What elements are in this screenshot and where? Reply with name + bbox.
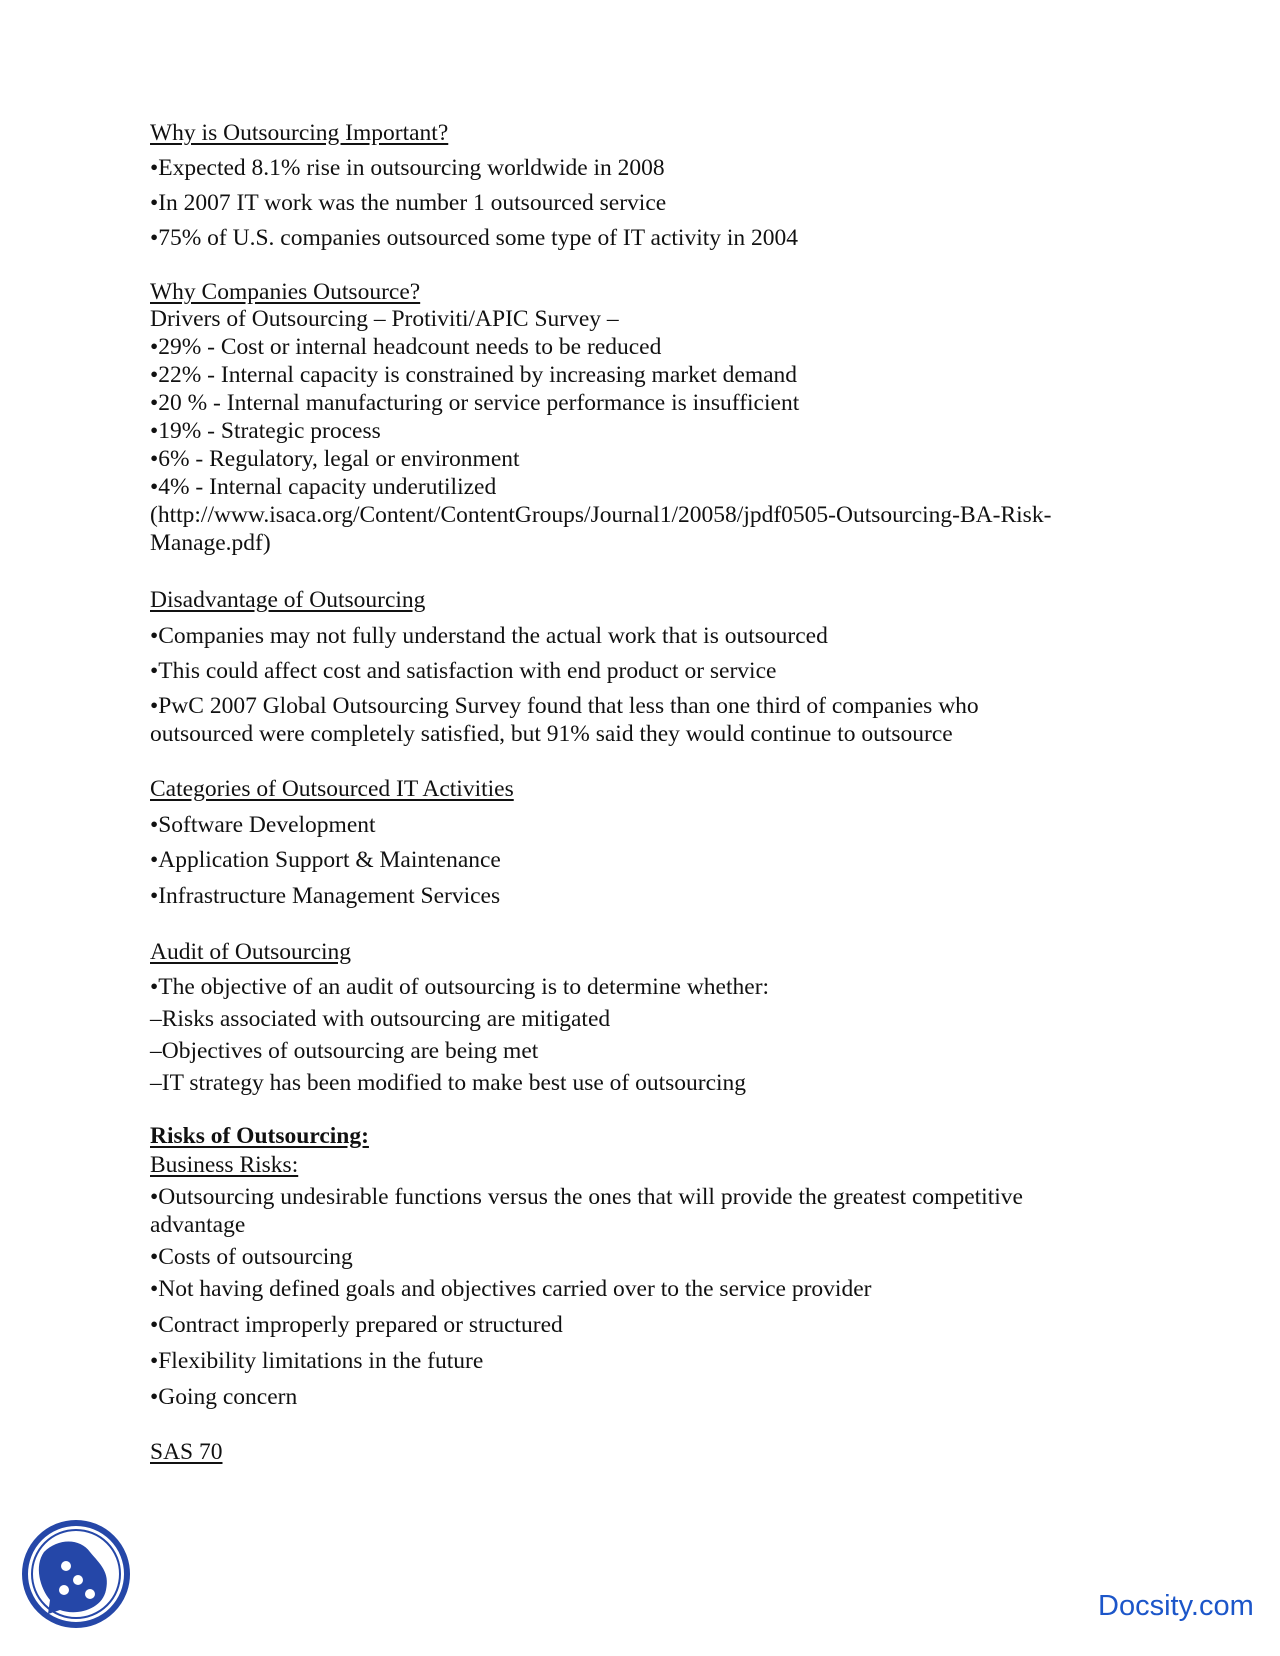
heading-categories: Categories of Outsourced IT Activities [150,776,514,802]
subheading-business-risks: Business Risks: [150,1152,299,1178]
list-item: •Software Development [150,812,376,838]
list-item: –Risks associated with outsourcing are mitigated [150,1006,611,1032]
heading-risks: Risks of Outsourcing: [150,1123,369,1149]
list-item-cont: outsourced were completely satisfied, but 91% said they would continue to outsource [150,721,953,747]
list-item: •This could affect cost and satisfaction with end product or service [150,658,777,684]
heading-why-important: Why is Outsourcing Important? [150,120,449,146]
list-item-cont: advantage [150,1212,246,1238]
list-item: •Expected 8.1% rise in outsourcing worldwide in 2008 [150,155,665,181]
heading-sas-70: SAS 70 [150,1439,223,1465]
list-item: •75% of U.S. companies outsourced some type of IT activity in 2004 [150,225,799,251]
list-item: •In 2007 IT work was the number 1 outsourced service [150,190,667,216]
docsity-logo-icon [20,1518,132,1630]
list-item: •Flexibility limitations in the future [150,1348,484,1374]
heading-why-companies: Why Companies Outsource? [150,279,421,305]
list-item: •22% - Internal capacity is constrained by increasing market demand [150,362,798,388]
list-item: •Going concern [150,1384,298,1410]
list-item: •Not having defined goals and objectives carried over to the service provider [150,1276,872,1302]
list-item: •6% - Regulatory, legal or environment [150,446,520,472]
docsity-brand-label[interactable]: Docsity.com [1098,1590,1254,1622]
list-item: •Outsourcing undesirable functions versus the ones that will provide the greatest competitive [150,1184,1023,1210]
list-item: •Infrastructure Management Services [150,883,501,909]
list-item: –IT strategy has been modified to make best use of outsourcing [150,1070,747,1096]
source-url-cont: Manage.pdf) [150,530,271,556]
list-item: •Contract improperly prepared or structured [150,1312,563,1338]
list-item: •Costs of outsourcing [150,1244,353,1270]
list-item: •4% - Internal capacity underutilized [150,474,497,500]
list-item: –Objectives of outsourcing are being met [150,1038,539,1064]
list-item: •PwC 2007 Global Outsourcing Survey found that less than one third of companies who [150,693,979,719]
list-item: •Companies may not fully understand the actual work that is outsourced [150,623,828,649]
source-url: (http://www.isaca.org/Content/ContentGroups/Journal1/20058/jpdf0505-Outsourcing-BA-Risk- [150,502,1052,528]
list-item: •20 % - Internal manufacturing or service performance is insufficient [150,390,800,416]
audit-intro: •The objective of an audit of outsourcing is to determine whether: [150,974,770,1000]
heading-audit: Audit of Outsourcing [150,939,352,965]
list-item: •Application Support & Maintenance [150,847,501,873]
list-item: •19% - Strategic process [150,418,381,444]
heading-disadvantage: Disadvantage of Outsourcing [150,587,426,613]
drivers-intro: Drivers of Outsourcing – Protiviti/APIC Survey – [150,306,619,332]
list-item: •29% - Cost or internal headcount needs to be reduced [150,334,662,360]
